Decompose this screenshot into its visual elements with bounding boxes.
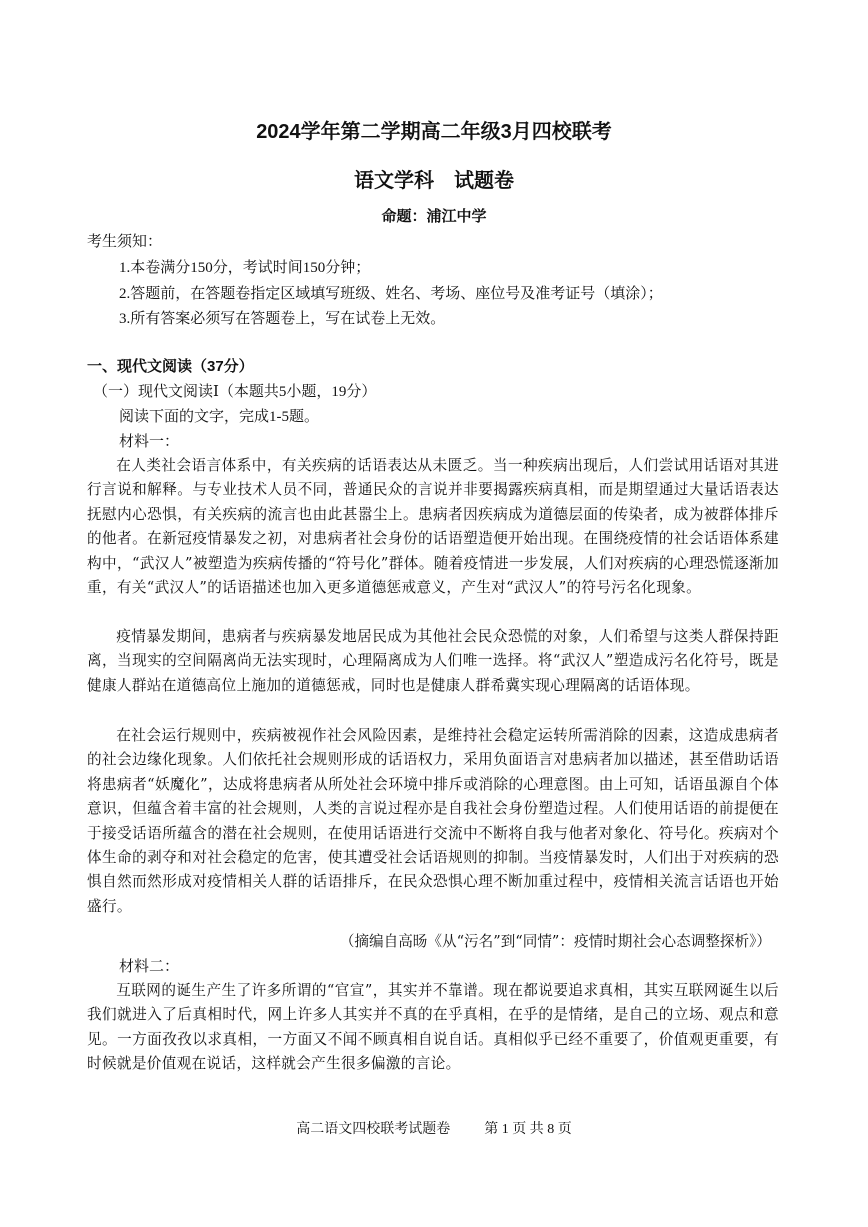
reading-instruction: 阅读下面的文字，完成1-5题。 [119,409,319,425]
material-two-label: 材料二： [119,959,180,975]
exam-author: 命题：浦江中学 [381,208,487,225]
material-one-paragraph: 在社会运行规则中，疾病被视作社会风险因素，是维持社会稳定运转所需消除的因素，这造成患病者的社会边缘化现象。人们依托社会规则形成的话语权力，采用负面语言对患病者加以描述，甚至借助话语将患病者“妖魔化”，达成将患病者从所处社会环境中排斥或消除的心理意图。由上可知，话语虽源自个体意识，但蕴含着丰富的社会规则，人类的言说过程亦是自我社会身份塑造过程。人们使用话语的前提便在于接受话语所蕴含的潜在社会规则，在使用话语进行交流中不断将自我与他者对象化、符号化。疾病对个体生命的剥夺和对社会稳定的危害，使其遭受社会话语规则的抑制。当疫情暴发时，人们出于对疾病的恐惧自然而然形成对疫情相关人群的话语排斥，在民众恐惧心理不断加重过程中，疫情相关流言话语也开始盛行。 [87,727,779,915]
sub-section-heading: （一）现代文阅读Ⅰ（本题共5小题，19分） [93,384,377,400]
material-one-source: （摘编自高旸《从“污名”到“同情”：疫情时期社会心态调整探析》） [339,933,771,950]
notice-heading: 考生须知： [87,234,163,250]
exam-title: 2024学年第二学期高二年级3月四校联考 [256,121,612,143]
exam-subtitle: 语文学科 试题卷 [354,170,514,192]
material-one-paragraph: 在人类社会语言体系中，有关疾病的话语表达从未匮乏。当一种疾病出现后，人们尝试用话语对其进行言说和解释。与专业技术人员不同，普通民众的言说并非要揭露疾病真相，而是期望通过大量话语表达抚慰内心恐惧，有关疾病的流言也由此甚嚣尘上。患病者因疾病成为道德层面的传染者，成为被群体排斥的他者。在新冠疫情暴发之初，对患病者社会身份的话语塑造便开始出现。在围绕疫情的社会话语体系建构中，“武汉人”被塑造为疾病传播的“符号化”群体。随着疫情进一步发展，人们对疾病的心理恐慌逐渐加重，有关“武汉人”的话语描述也加入更多道德惩戒意义，产生对“武汉人”的符号污名化现象。 [87,457,779,597]
footer-page-number: 第 1 页 共 8 页 [484,1122,572,1137]
material-two-paragraph: 互联网的诞生产生了许多所谓的“官宣”，其实并不靠谱。现在都说要追求真相，其实互联网诞生以后我们就进入了后真相时代，网上许多人其实并不真的在乎真相，在乎的是情绪，是自己的立场、观点和意见。一方面孜孜以求真相，一方面又不闻不顾真相自说自话。真相似乎已经不重要了，价值观更重要，有时候就是价值观在说话，这样就会产生很多偏激的言论。 [87,982,779,1073]
material-one-paragraph: 疫情暴发期间，患病者与疾病暴发地居民成为其他社会民众恐慌的对象，人们希望与这类人群保持距离，当现实的空间隔离尚无法实现时，心理隔离成为人们唯一选择。将“武汉人”塑造成污名化符号，既是健康人群站在道德高位上施加的道德惩戒，同时也是健康人群希冀实现心理隔离的话语体现。 [87,628,779,694]
section-heading: 一、现代文阅读（37分） [87,358,254,375]
notice-item: 3.所有答案必须写在答题卷上，写在试卷上无效。 [119,311,446,327]
footer-paper-name: 高二语文四校联考试题卷 [296,1122,451,1137]
page-footer [0,1118,868,1138]
material-one-label: 材料一： [119,434,180,450]
notice-item: 2.答题前，在答题卷指定区域填写班级、姓名、考场、座位号及准考证号（填涂）； [119,286,663,302]
notice-item: 1.本卷满分150分，考试时间150分钟； [119,260,371,276]
